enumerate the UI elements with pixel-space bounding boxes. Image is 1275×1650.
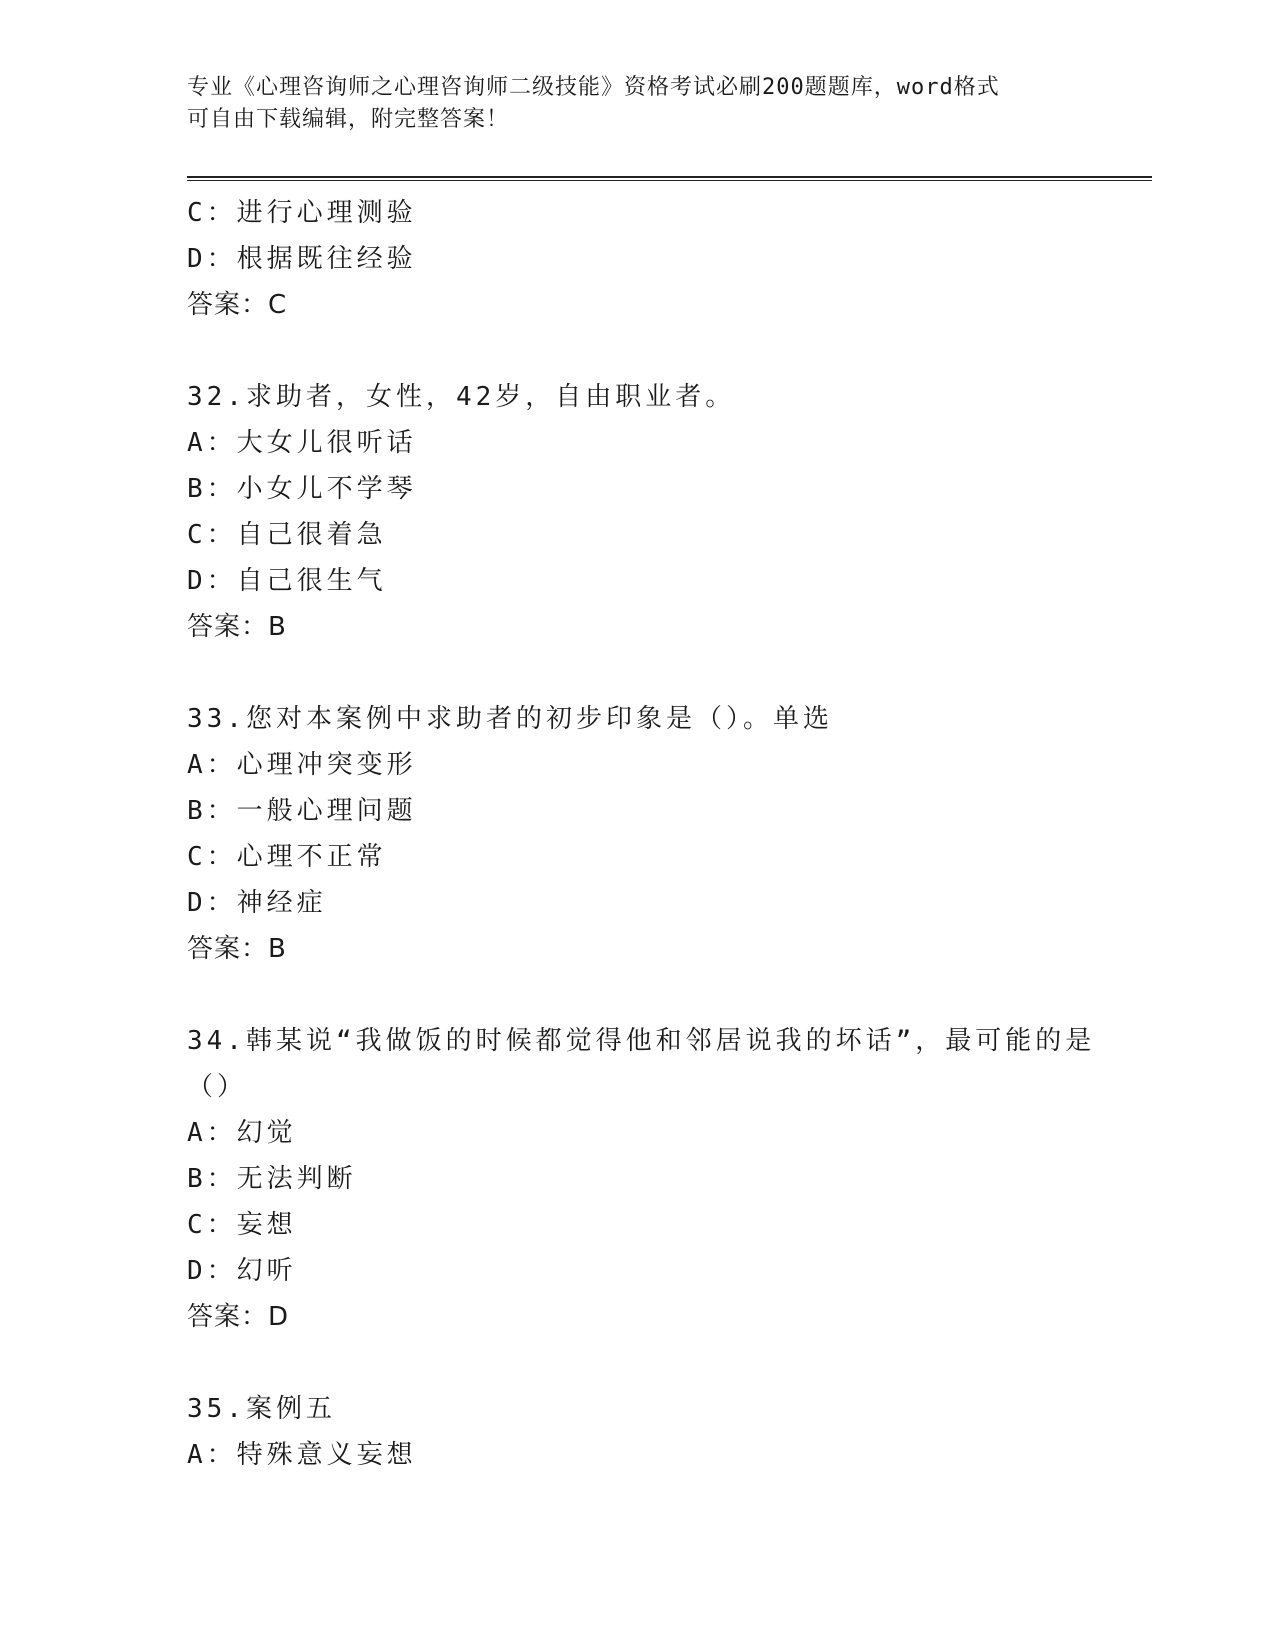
question-partial: [187, 190, 1152, 328]
question-stem: 32.求助者，女性，42岁，自由职业者。: [187, 382, 736, 412]
spacer: [187, 650, 1152, 696]
question-stem: 33.您对本案例中求助者的初步印象是（）。单选: [187, 704, 833, 734]
option-a: A：特殊意义妄想: [187, 1440, 417, 1470]
spacer: [187, 1340, 1152, 1386]
option-b: B：小女儿不学琴: [187, 474, 417, 504]
answer: 答案：C: [187, 290, 288, 320]
answer: 答案：B: [187, 934, 287, 964]
option-d: D：幻听: [187, 1256, 297, 1286]
question-34: [187, 1018, 1152, 1340]
option-a: A：幻觉: [187, 1118, 297, 1148]
option-d: D：根据既往经验: [187, 244, 417, 274]
option-d: D：自己很生气: [187, 566, 387, 596]
option-a: A：大女儿很听话: [187, 428, 417, 458]
option-b: B：一般心理问题: [187, 796, 417, 826]
header-line-1: 专业《心理咨询师之心理咨询师二级技能》资格考试必刷200题题库，word格式: [187, 75, 1000, 100]
answer: 答案：B: [187, 612, 287, 642]
question-stem: 35.案例五: [187, 1394, 336, 1424]
question-33: [187, 696, 1152, 972]
question-list: [187, 190, 1152, 1478]
option-a: A：心理冲突变形: [187, 750, 417, 780]
option-c: C：进行心理测验: [187, 198, 417, 228]
header-divider: [187, 176, 1152, 181]
document-header: [187, 72, 1087, 136]
question-stem: 34.韩某说“我做饭的时候都觉得他和邻居说我的坏话”，最可能的是: [187, 1026, 1096, 1056]
option-d: D：神经症: [187, 888, 327, 918]
header-line-2: 可自由下载编辑，附完整答案！: [187, 107, 510, 132]
question-35: [187, 1386, 1152, 1478]
spacer: [187, 328, 1152, 374]
question-32: [187, 374, 1152, 650]
answer: 答案：D: [187, 1302, 290, 1332]
question-stem-continued: （）: [187, 1072, 248, 1102]
option-b: B：无法判断: [187, 1164, 357, 1194]
option-c: C：自己很着急: [187, 520, 387, 550]
option-c: C：妄想: [187, 1210, 297, 1240]
spacer: [187, 972, 1152, 1018]
option-c: C：心理不正常: [187, 842, 387, 872]
